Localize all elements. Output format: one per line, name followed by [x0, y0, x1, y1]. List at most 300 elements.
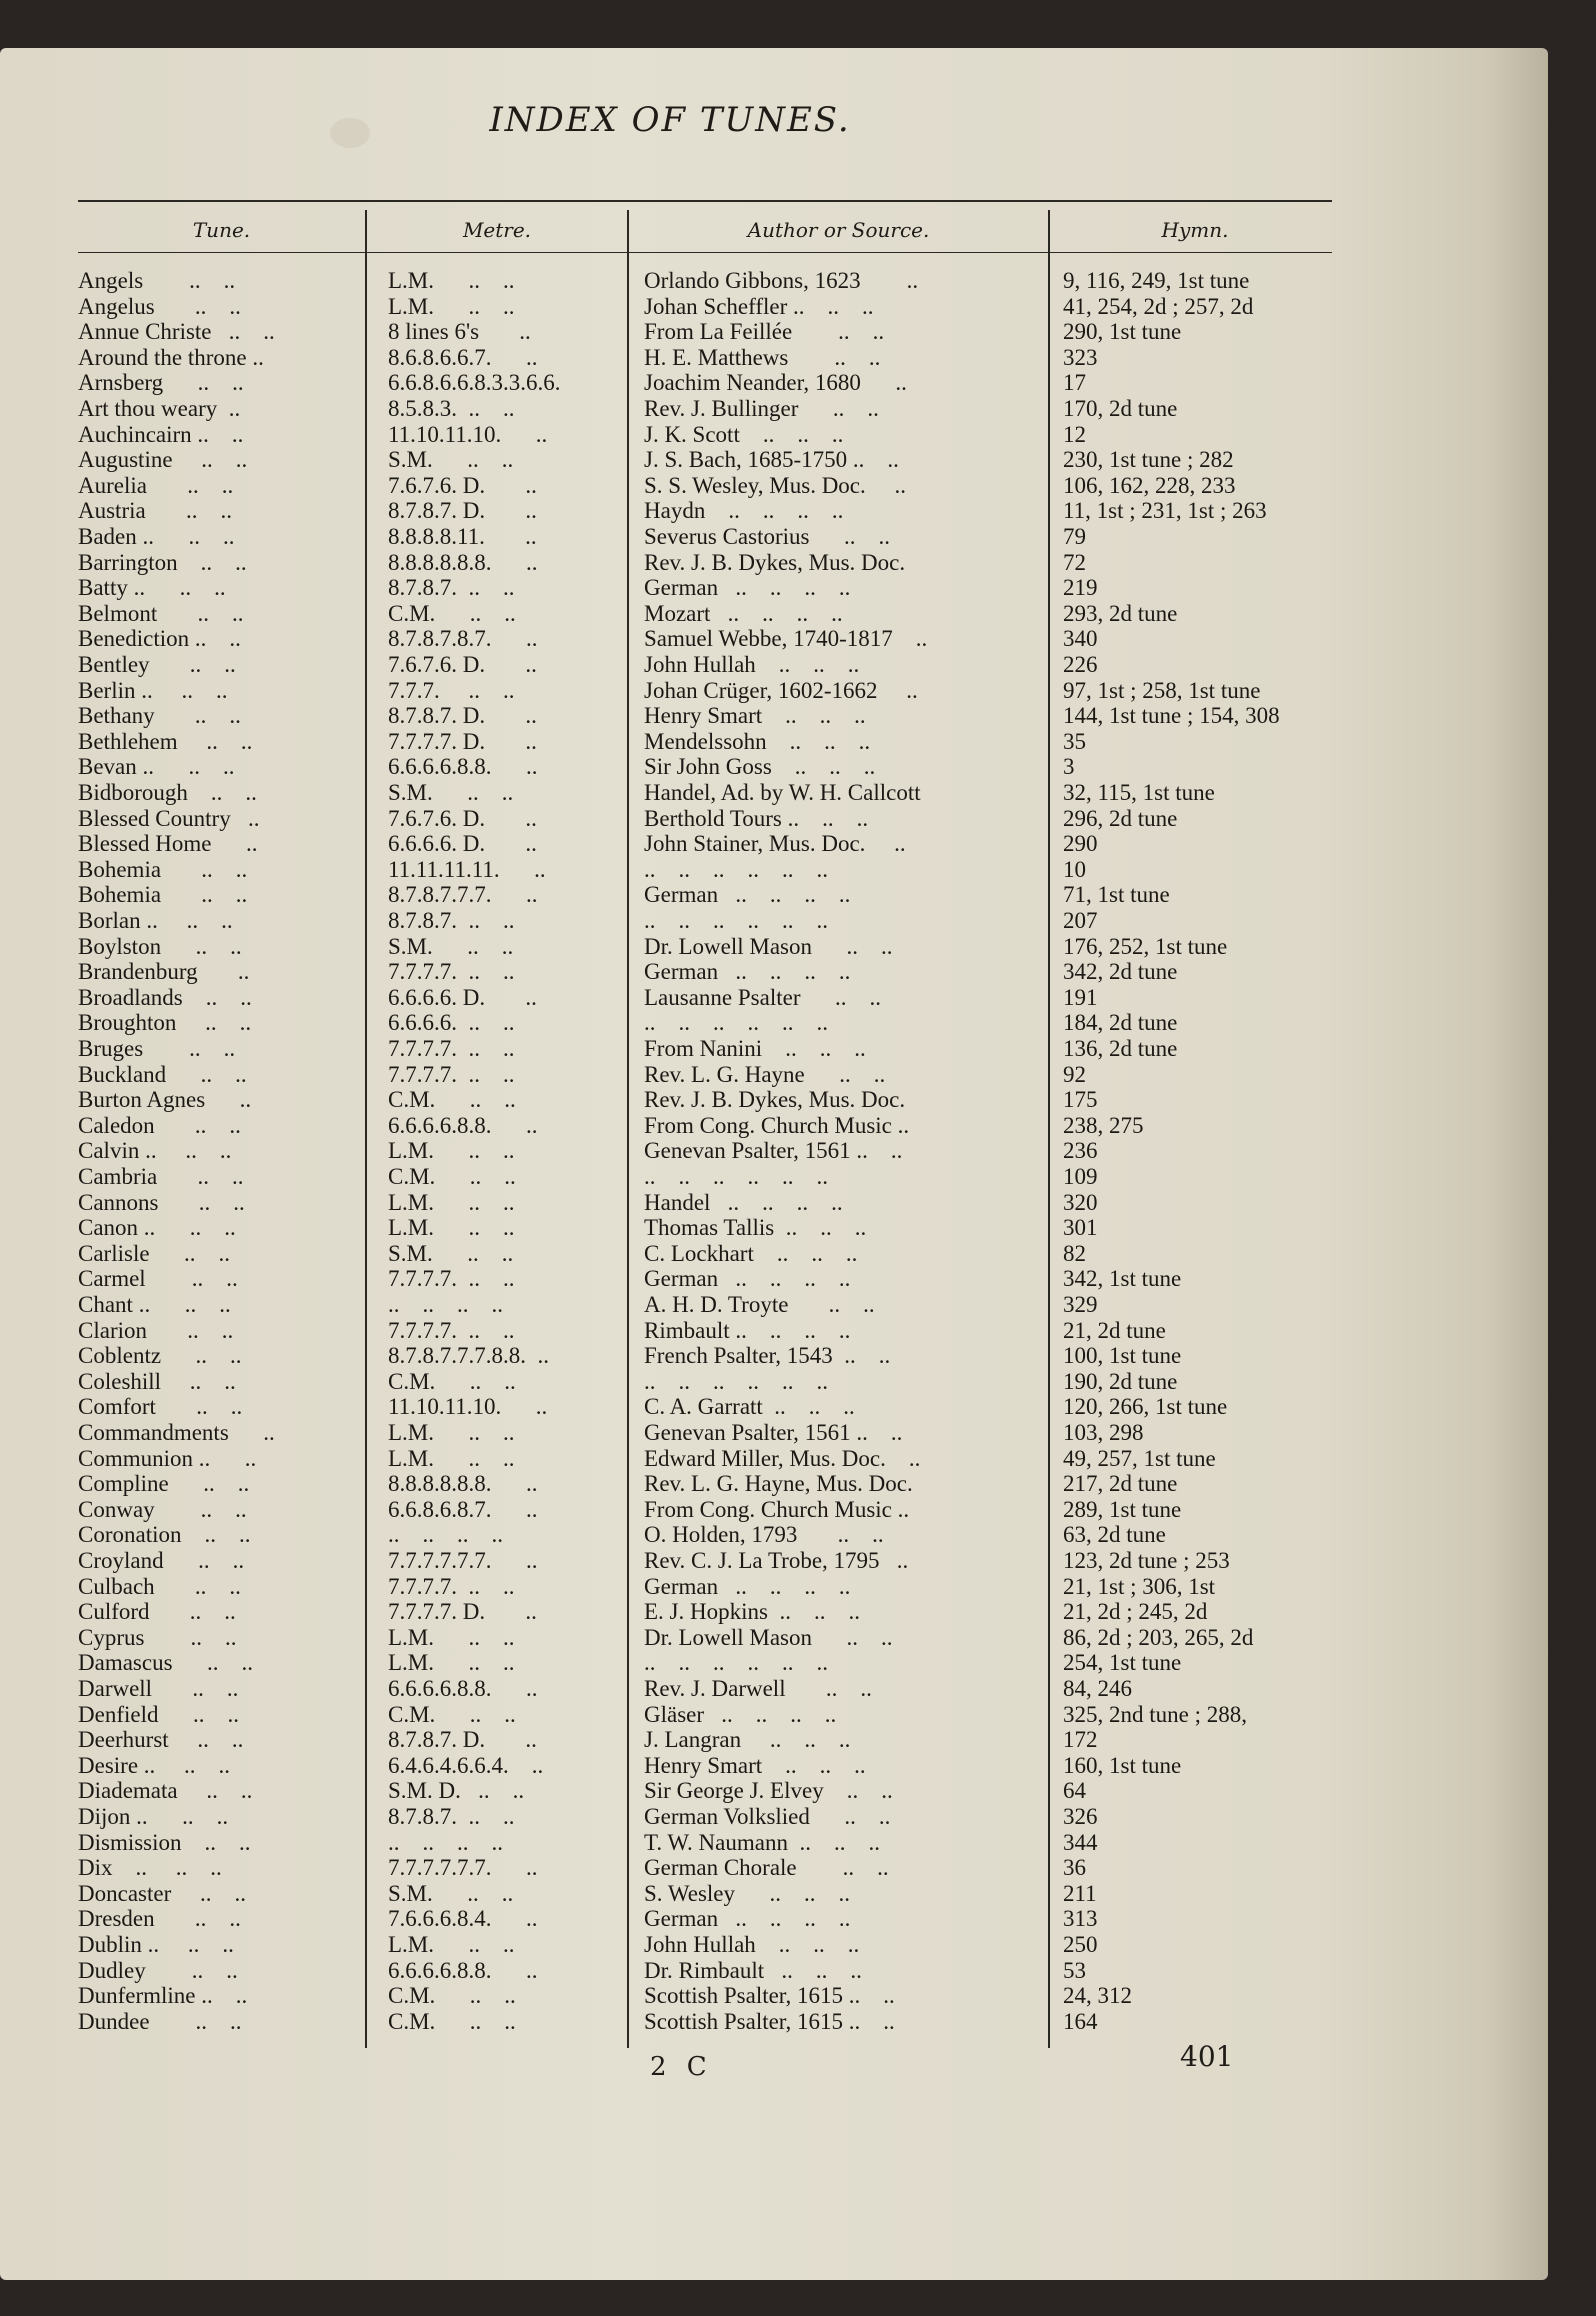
metre: C.M. .. ..: [388, 1164, 516, 1189]
tune-name: Barrington .. ..: [78, 549, 247, 575]
table-row: [0, 268, 1340, 294]
hymn-numbers: 109: [1063, 1164, 1098, 1189]
table-row: [0, 780, 1340, 806]
metre: .. .. .. ..: [388, 1292, 503, 1317]
metre: 7.7.7.7. D. ..: [388, 1599, 537, 1625]
author-source: O. Holden, 1793 .. ..: [644, 1522, 884, 1548]
hymn-numbers: 344: [1063, 1829, 1098, 1855]
table-row: [0, 1599, 1340, 1625]
hymn-numbers: 236: [1063, 1138, 1098, 1164]
metre: S.M. .. ..: [388, 933, 514, 959]
table-row: [0, 1753, 1340, 1779]
hymn-numbers: 32, 115, 1st tune: [1063, 780, 1215, 805]
metre: L.M. .. ..: [388, 1189, 515, 1215]
tune-name: Diademata .. ..: [78, 1778, 253, 1804]
hymn-numbers: 41, 254, 2d ; 257, 2d: [1063, 293, 1254, 319]
author-source: Rev. L. G. Hayne .. ..: [644, 1061, 886, 1087]
hymn-numbers: 84, 246: [1063, 1676, 1132, 1701]
author-source: C. A. Garratt .. .. ..: [644, 1394, 855, 1420]
table-header-rule: [78, 252, 1332, 253]
metre: 7.7.7.7. .. ..: [388, 1266, 515, 1292]
tune-name: Baden .. .. ..: [78, 524, 235, 549]
tune-name: Dublin .. .. ..: [78, 1932, 234, 1957]
table-row: [0, 1548, 1340, 1574]
metre: S.M. D. .. ..: [388, 1778, 525, 1804]
metre: 7.6.7.6. D. ..: [388, 652, 537, 677]
author-source: Johan Scheffler .. .. ..: [644, 293, 874, 319]
metre: C.M. .. ..: [388, 1701, 516, 1727]
header-tune: Tune.: [192, 218, 251, 242]
author-source: Handel .. .. .. ..: [644, 1189, 843, 1215]
author-source: E. J. Hopkins .. .. ..: [644, 1599, 860, 1625]
hymn-numbers: 12: [1063, 421, 1086, 447]
table-row: [0, 422, 1340, 448]
author-source: S. S. Wesley, Mus. Doc. ..: [644, 472, 907, 498]
tune-name: Dix .. .. ..: [78, 1855, 222, 1881]
tune-name: Dresden .. ..: [78, 1906, 241, 1932]
tune-name: Calvin .. .. ..: [78, 1138, 232, 1164]
table-row: [0, 1932, 1340, 1958]
metre: .. .. .. ..: [388, 1829, 503, 1855]
tune-name: Dundee .. ..: [78, 2008, 242, 2034]
author-source: German .. .. .. ..: [644, 1266, 851, 1292]
tune-name: Blessed Country ..: [78, 805, 260, 831]
author-source: .. .. .. .. .. ..: [644, 1010, 828, 1036]
table-row: [0, 1113, 1340, 1139]
author-source: Scottish Psalter, 1615 .. ..: [644, 1983, 895, 2009]
hymn-numbers: 21, 1st ; 306, 1st: [1063, 1573, 1216, 1599]
author-source: Dr. Lowell Mason .. ..: [644, 1624, 893, 1650]
tune-name: Around the throne ..: [78, 344, 264, 370]
author-source: Sir John Goss .. .. ..: [644, 754, 876, 780]
tune-name: Bethany .. ..: [78, 703, 241, 729]
hymn-numbers: 219: [1063, 575, 1098, 601]
tune-name: Bentley .. ..: [78, 652, 236, 677]
hymn-numbers: 326: [1063, 1804, 1098, 1829]
author-source: Johan Crüger, 1602-1662 ..: [644, 677, 918, 703]
metre: 8.7.8.7.7.7.8.8. ..: [388, 1343, 549, 1369]
author-source: Genevan Psalter, 1561 .. ..: [644, 1420, 903, 1445]
metre: 7.6.7.6. D. ..: [388, 805, 537, 831]
tune-name: Burton Agnes ..: [78, 1087, 252, 1113]
author-source: T. W. Naumann .. .. ..: [644, 1829, 880, 1855]
hymn-numbers: 82: [1063, 1240, 1086, 1266]
table-row: [0, 1369, 1340, 1395]
hymn-numbers: 191: [1063, 984, 1098, 1010]
tune-name: Buckland .. ..: [78, 1061, 247, 1087]
tune-name: Blessed Home ..: [78, 831, 258, 857]
author-source: German Volkslied .. ..: [644, 1804, 891, 1829]
author-source: Rev. J. Bullinger .. ..: [644, 396, 879, 421]
author-source: Genevan Psalter, 1561 .. ..: [644, 1138, 903, 1164]
author-source: Severus Castorius .. ..: [644, 524, 890, 549]
metre: C.M. .. ..: [388, 1983, 516, 2009]
metre: C.M. .. ..: [388, 2008, 516, 2034]
author-source: .. .. .. .. .. ..: [644, 1368, 828, 1394]
metre: C.M. .. ..: [388, 1368, 516, 1394]
hymn-numbers: 342, 2d tune: [1063, 959, 1178, 985]
tune-name: Belmont .. ..: [78, 600, 244, 626]
hymn-numbers: 103, 298: [1063, 1420, 1144, 1445]
metre: 7.7.7.7. .. ..: [388, 1061, 515, 1087]
tune-name: Desire .. .. ..: [78, 1752, 231, 1778]
metre: L.M. .. ..: [388, 1650, 515, 1676]
table-row: [0, 1702, 1340, 1728]
tune-name: Deerhurst .. ..: [78, 1727, 244, 1753]
hymn-numbers: 184, 2d tune: [1063, 1010, 1178, 1036]
hymn-numbers: 53: [1063, 1957, 1086, 1983]
hymn-numbers: 230, 1st tune ; 282: [1063, 447, 1234, 473]
hymn-numbers: 238, 275: [1063, 1112, 1144, 1138]
metre: 8.7.8.7. .. ..: [388, 1804, 515, 1829]
metre: S.M. .. ..: [388, 1240, 514, 1266]
metre: 6.6.8.6.6.8.3.3.6.6.: [388, 370, 561, 396]
author-source: Gläser .. .. .. ..: [644, 1701, 837, 1727]
author-source: .. .. .. .. .. ..: [644, 856, 828, 882]
metre: 6.6.8.6.8.7. ..: [388, 1496, 538, 1522]
table-row: [0, 626, 1340, 652]
author-source: Lausanne Psalter .. ..: [644, 984, 881, 1010]
hymn-numbers: 342, 1st tune: [1063, 1266, 1182, 1292]
table-row: [0, 1497, 1340, 1523]
tune-name: Conway .. ..: [78, 1496, 247, 1522]
table-row: [0, 1010, 1340, 1036]
author-source: German .. .. .. ..: [644, 1906, 851, 1932]
tune-name: Dijon .. .. ..: [78, 1804, 229, 1829]
tune-name: Bohemia .. ..: [78, 856, 248, 882]
tune-name: Austria .. ..: [78, 498, 232, 524]
metre: 7.7.7. .. ..: [388, 677, 515, 703]
tune-name: Caledon .. ..: [78, 1112, 241, 1138]
author-source: Henry Smart .. .. ..: [644, 1752, 866, 1778]
tune-name: Berlin .. .. ..: [78, 677, 228, 703]
hymn-numbers: 49, 257, 1st tune: [1063, 1445, 1216, 1471]
hymn-numbers: 64: [1063, 1778, 1086, 1804]
table-row: [0, 754, 1340, 780]
table-row: [0, 2009, 1340, 2035]
tune-name: Bidborough .. ..: [78, 780, 257, 805]
metre: 8.6.8.6.6.7. ..: [388, 344, 538, 370]
header-metre: Metre.: [462, 218, 532, 242]
author-source: German .. .. .. ..: [644, 959, 851, 985]
metre: 6.6.6.6.8.8. ..: [388, 1676, 538, 1701]
author-source: Thomas Tallis .. .. ..: [644, 1215, 867, 1241]
tune-name: Broadlands .. ..: [78, 984, 252, 1010]
page-number: 401: [1180, 2040, 1234, 2073]
tune-name: Aurelia .. ..: [78, 472, 234, 498]
author-source: Orlando Gibbons, 1623 ..: [644, 268, 919, 293]
tune-name: Dunfermline .. ..: [78, 1983, 248, 2009]
author-source: Sir George J. Elvey .. ..: [644, 1778, 893, 1804]
tune-name: Clarion .. ..: [78, 1317, 234, 1343]
metre: 8.7.8.7. D. ..: [388, 703, 537, 729]
table-row: [0, 345, 1340, 371]
table-row: [0, 319, 1340, 345]
table-row: [0, 1676, 1340, 1702]
table-row: [0, 601, 1340, 627]
table-row: [0, 1778, 1340, 1804]
metre: 7.7.7.7. .. ..: [388, 1573, 515, 1599]
table-row: [0, 1727, 1340, 1753]
tune-name: Batty .. .. ..: [78, 575, 226, 601]
tune-name: Bohemia .. ..: [78, 882, 248, 908]
author-source: Berthold Tours .. .. ..: [644, 805, 869, 831]
author-source: Dr. Lowell Mason .. ..: [644, 933, 893, 959]
table-row: [0, 1574, 1340, 1600]
table-row: [0, 1087, 1340, 1113]
hymn-numbers: 21, 2d tune: [1063, 1317, 1166, 1343]
hymn-numbers: 72: [1063, 549, 1086, 575]
metre: 6.6.6.6.8.8. ..: [388, 1112, 538, 1138]
metre: 8.7.8.7. D. ..: [388, 498, 537, 524]
hymn-numbers: 176, 252, 1st tune: [1063, 933, 1228, 959]
metre: 8.7.8.7. .. ..: [388, 575, 515, 601]
hymn-numbers: 100, 1st tune: [1063, 1343, 1182, 1369]
hymn-numbers: 323: [1063, 344, 1098, 370]
hymn-numbers: 35: [1063, 728, 1086, 754]
hymn-numbers: 79: [1063, 524, 1086, 549]
hymn-numbers: 24, 312: [1063, 1983, 1132, 2009]
tune-name: Coblentz .. ..: [78, 1343, 242, 1369]
table-top-rule: [78, 200, 1332, 202]
table-row: [0, 447, 1340, 473]
table-row: [0, 550, 1340, 576]
tune-name: Culbach .. ..: [78, 1573, 241, 1599]
author-source: John Hullah .. .. ..: [644, 1932, 860, 1957]
metre: S.M. .. ..: [388, 780, 514, 805]
tune-name: Arnsberg .. ..: [78, 370, 244, 396]
hymn-numbers: 172: [1063, 1727, 1098, 1753]
author-source: Rev. J. Darwell .. ..: [644, 1676, 872, 1701]
author-source: Rev. J. B. Dykes, Mus. Doc.: [644, 549, 906, 575]
table-row: [0, 1190, 1340, 1216]
metre: L.M. .. ..: [388, 1624, 515, 1650]
signature-mark: 2 C: [650, 2052, 713, 2082]
tune-name: Dudley .. ..: [78, 1957, 238, 1983]
table-row: [0, 473, 1340, 499]
tune-name: Carlisle .. ..: [78, 1240, 231, 1266]
metre: 8 lines 6's ..: [388, 319, 531, 345]
metre: L.M. .. ..: [388, 293, 515, 319]
hymn-numbers: 17: [1063, 370, 1086, 396]
tune-name: Cyprus .. ..: [78, 1624, 237, 1650]
tune-name: Auchincairn .. ..: [78, 421, 244, 447]
author-source: Rimbault .. .. .. ..: [644, 1317, 851, 1343]
hymn-numbers: 63, 2d tune: [1063, 1522, 1166, 1548]
table-row: [0, 831, 1340, 857]
hymn-numbers: 340: [1063, 626, 1098, 652]
metre: 7.6.7.6. D. ..: [388, 472, 537, 498]
author-source: French Psalter, 1543 .. ..: [644, 1343, 891, 1369]
tune-name: Annue Christe .. ..: [78, 319, 275, 345]
tune-name: Cannons .. ..: [78, 1189, 245, 1215]
hymn-numbers: 11, 1st ; 231, 1st ; 263: [1063, 498, 1267, 524]
author-source: German .. .. .. ..: [644, 575, 851, 601]
hymn-numbers: 325, 2nd tune ; 288,: [1063, 1701, 1247, 1727]
metre: 6.6.6.6.8.8. ..: [388, 1957, 538, 1983]
table-row: [0, 985, 1340, 1011]
table-row: [0, 1266, 1340, 1292]
metre: S.M. .. ..: [388, 1880, 514, 1906]
table-row: [0, 1138, 1340, 1164]
table-row: [0, 703, 1340, 729]
table-row: [0, 806, 1340, 832]
metre: S.M. .. ..: [388, 447, 514, 473]
hymn-numbers: 320: [1063, 1189, 1098, 1215]
table-row: [0, 1318, 1340, 1344]
metre: 7.7.7.7. .. ..: [388, 1036, 515, 1061]
hymn-numbers: 217, 2d tune: [1063, 1471, 1178, 1497]
author-source: J. S. Bach, 1685-1750 .. ..: [644, 447, 899, 473]
metre: 8.7.8.7. D. ..: [388, 1727, 537, 1753]
tune-name: Cambria .. ..: [78, 1164, 244, 1189]
table-row: [0, 1650, 1340, 1676]
author-source: Mendelssohn .. .. ..: [644, 728, 871, 754]
table-row: [0, 1830, 1340, 1856]
hymn-numbers: 250: [1063, 1932, 1098, 1957]
tune-name: Broughton .. ..: [78, 1010, 252, 1036]
hymn-numbers: 136, 2d tune: [1063, 1036, 1178, 1061]
author-source: Samuel Webbe, 1740-1817 ..: [644, 626, 928, 652]
metre: 8.8.8.8.8.8. ..: [388, 549, 538, 575]
tune-name: Art thou weary ..: [78, 396, 241, 421]
author-source: C. Lockhart .. .. ..: [644, 1240, 858, 1266]
metre: 7.7.7.7. .. ..: [388, 959, 515, 985]
hymn-numbers: 254, 1st tune: [1063, 1650, 1182, 1676]
tune-name: Benediction .. ..: [78, 626, 241, 652]
table-row: [0, 857, 1340, 883]
author-source: From Nanini .. .. ..: [644, 1036, 866, 1061]
table-row: [0, 1215, 1340, 1241]
tune-name: Commandments ..: [78, 1420, 275, 1445]
metre: 11.10.11.10. ..: [388, 1394, 548, 1420]
metre: 7.6.6.6.8.4. ..: [388, 1906, 538, 1932]
author-source: German Chorale .. ..: [644, 1855, 889, 1881]
author-source: H. E. Matthews .. ..: [644, 344, 881, 370]
table-row: [0, 1958, 1340, 1984]
table-row: [0, 1062, 1340, 1088]
hymn-numbers: 296, 2d tune: [1063, 805, 1178, 831]
table-row: [0, 1855, 1340, 1881]
author-source: .. .. .. .. .. ..: [644, 1650, 828, 1676]
page-title: INDEX OF TUNES.: [489, 100, 851, 140]
metre: L.M. .. ..: [388, 1138, 515, 1164]
tune-name: Compline .. ..: [78, 1471, 250, 1497]
hymn-numbers: 71, 1st tune: [1063, 882, 1170, 908]
metre: 8.5.8.3. .. ..: [388, 396, 515, 421]
table-row: [0, 1522, 1340, 1548]
tune-name: Darwell .. ..: [78, 1676, 239, 1701]
table-row: [0, 1625, 1340, 1651]
table-row: [0, 1036, 1340, 1062]
author-source: From Cong. Church Music ..: [644, 1496, 910, 1522]
tune-name: Comfort .. ..: [78, 1394, 243, 1420]
tune-name: Communion .. ..: [78, 1445, 257, 1471]
author-source: German .. .. .. ..: [644, 882, 851, 908]
table-row: [0, 1292, 1340, 1318]
table-row: [0, 652, 1340, 678]
author-source: From La Feillée .. ..: [644, 319, 885, 345]
table-row: [0, 1906, 1340, 1932]
table-row: [0, 524, 1340, 550]
tune-name: Canon .. .. ..: [78, 1215, 236, 1241]
author-source: John Stainer, Mus. Doc. ..: [644, 831, 906, 857]
metre: L.M. .. ..: [388, 1420, 515, 1445]
header-hymn: Hymn.: [1161, 218, 1229, 242]
table-row: [0, 1881, 1340, 1907]
author-source: German .. .. .. ..: [644, 1573, 851, 1599]
hymn-numbers: 9, 116, 249, 1st tune: [1063, 268, 1250, 293]
hymn-numbers: 190, 2d tune: [1063, 1368, 1178, 1394]
tune-name: Coronation .. ..: [78, 1522, 251, 1548]
metre: C.M. .. ..: [388, 600, 516, 626]
metre: L.M. .. ..: [388, 1215, 515, 1241]
table-row: [0, 1471, 1340, 1497]
table-row: [0, 1446, 1340, 1472]
metre: 6.4.6.4.6.6.4. ..: [388, 1752, 544, 1778]
table-row: [0, 678, 1340, 704]
hymn-numbers: 106, 162, 228, 233: [1063, 472, 1236, 498]
author-source: Dr. Rimbault .. .. ..: [644, 1957, 862, 1983]
metre: 6.6.6.6. .. ..: [388, 1010, 515, 1036]
table-row: [0, 1343, 1340, 1369]
table-row: [0, 882, 1340, 908]
hymn-numbers: 21, 2d ; 245, 2d: [1063, 1599, 1208, 1625]
table-row: [0, 1394, 1340, 1420]
table-row: [0, 498, 1340, 524]
metre: 6.6.6.6.8.8. ..: [388, 754, 538, 780]
tune-name: Damascus .. ..: [78, 1650, 254, 1676]
hymn-numbers: 290, 1st tune: [1063, 319, 1182, 345]
author-source: Haydn .. .. .. ..: [644, 498, 844, 524]
hymn-numbers: 211: [1063, 1880, 1097, 1906]
table-row: [0, 934, 1340, 960]
table-row: [0, 1420, 1340, 1446]
tune-name: Dismission .. ..: [78, 1829, 251, 1855]
metre: 7.7.7.7. .. ..: [388, 1317, 515, 1343]
author-source: From Cong. Church Music ..: [644, 1112, 910, 1138]
metre: L.M. .. ..: [388, 1445, 515, 1471]
hymn-numbers: 289, 1st tune: [1063, 1496, 1182, 1522]
author-source: A. H. D. Troyte .. ..: [644, 1292, 875, 1317]
table-row: [0, 575, 1340, 601]
hymn-numbers: 3: [1063, 754, 1075, 780]
metre: L.M. .. ..: [388, 1932, 515, 1957]
table-row: [0, 1983, 1340, 2009]
hymn-numbers: 120, 266, 1st tune: [1063, 1394, 1228, 1420]
tune-name: Brandenburg ..: [78, 959, 250, 985]
metre: 7.7.7.7. D. ..: [388, 728, 537, 754]
tune-name: Bruges .. ..: [78, 1036, 236, 1061]
hymn-numbers: 329: [1063, 1292, 1098, 1317]
author-source: J. Langran .. .. ..: [644, 1727, 851, 1753]
tune-name: Carmel .. ..: [78, 1266, 238, 1292]
metre: .. .. .. ..: [388, 1522, 503, 1548]
tune-name: Doncaster .. ..: [78, 1880, 246, 1906]
hymn-numbers: 207: [1063, 908, 1098, 933]
table-row: [0, 908, 1340, 934]
hymn-numbers: 92: [1063, 1061, 1086, 1087]
tune-name: Chant .. .. ..: [78, 1292, 231, 1317]
metre: 8.8.8.8.11. ..: [388, 524, 537, 549]
author-source: Handel, Ad. by W. H. Callcott: [644, 780, 921, 805]
hymn-numbers: 123, 2d tune ; 253: [1063, 1548, 1230, 1573]
tune-name: Denfield .. ..: [78, 1701, 239, 1727]
author-source: Henry Smart .. .. ..: [644, 703, 866, 729]
tune-name: Augustine .. ..: [78, 447, 248, 473]
metre: 8.8.8.8.8.8. ..: [388, 1471, 538, 1497]
metre: 6.6.6.6. D. ..: [388, 831, 537, 857]
